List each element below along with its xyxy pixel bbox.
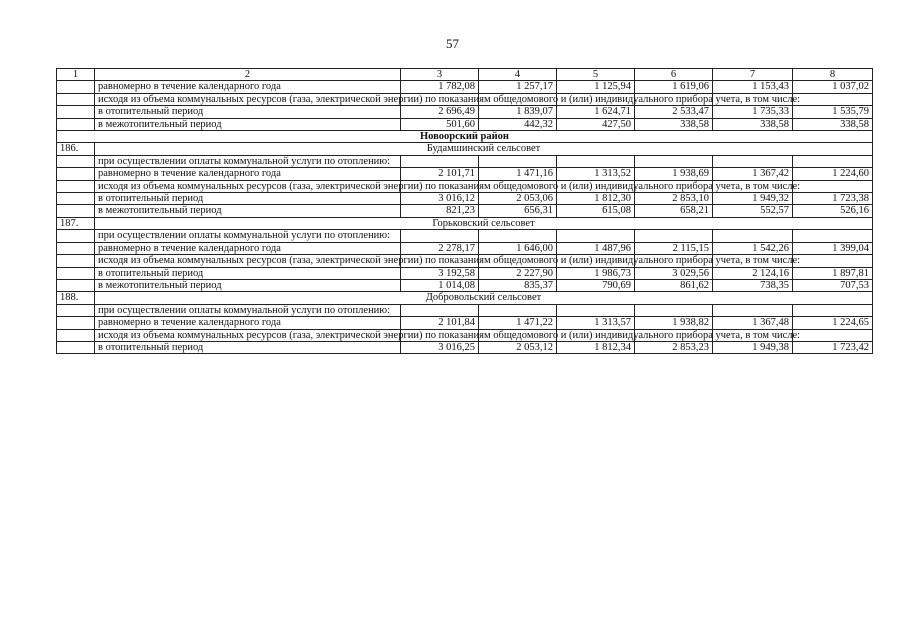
value-cell: 2 124,16 <box>713 267 793 279</box>
value-cell: 2 696,49 <box>401 106 479 118</box>
table-row <box>57 205 873 217</box>
value-cell <box>793 180 873 192</box>
table-row <box>57 106 873 118</box>
value-cell: 1 471,22 <box>479 317 557 329</box>
value-cell: 501,60 <box>401 118 479 130</box>
header-cell: 5 <box>557 69 635 81</box>
value-cell: 2 053,12 <box>479 341 557 353</box>
row-label: при осуществлении оплаты коммунальной услуги по отоплению: <box>95 155 401 167</box>
row-number-cell <box>57 93 95 105</box>
value-cell: 1 619,06 <box>635 81 713 93</box>
value-cell: 1 542,26 <box>713 242 793 254</box>
row-number-cell <box>57 329 95 341</box>
value-cell: 427,50 <box>557 118 635 130</box>
value-cell: 1 257,17 <box>479 81 557 93</box>
value-cell <box>793 93 873 105</box>
value-cell: 1 125,94 <box>557 81 635 93</box>
value-cell: 1 812,34 <box>557 341 635 353</box>
value-cell: 1 646,00 <box>479 242 557 254</box>
table-row <box>57 168 873 180</box>
table-row <box>57 317 873 329</box>
header-cell: 8 <box>793 69 873 81</box>
value-cell <box>713 304 793 316</box>
value-cell: 1 723,38 <box>793 193 873 205</box>
value-cell: 1 812,30 <box>557 193 635 205</box>
value-cell: 1 949,38 <box>713 341 793 353</box>
row-number-cell <box>57 180 95 192</box>
value-cell: 526,16 <box>793 205 873 217</box>
row-label: в отопительный период <box>95 106 401 118</box>
value-cell: 615,08 <box>557 205 635 217</box>
row-label: исходя из объема коммунальных ресурсов (газа, электрической энергии) по показаниям общедомового и (или) индивидуального прибора учета, в том числе: <box>95 180 401 192</box>
table-row <box>57 81 873 93</box>
section-row <box>57 143 873 155</box>
row-label: в межотопительный период <box>95 205 401 217</box>
value-cell: 1 938,82 <box>635 317 713 329</box>
value-cell: 3 029,56 <box>635 267 713 279</box>
value-cell <box>479 304 557 316</box>
value-cell <box>401 304 479 316</box>
header-cell: 2 <box>95 69 401 81</box>
row-label: при осуществлении оплаты коммунальной услуги по отоплению: <box>95 230 401 242</box>
value-cell: 1 014,08 <box>401 279 479 291</box>
value-cell: 658,21 <box>635 205 713 217</box>
row-number-cell <box>57 341 95 353</box>
row-number-cell <box>57 255 95 267</box>
row-label: в отопительный период <box>95 341 401 353</box>
value-cell: 1 949,32 <box>713 193 793 205</box>
value-cell: 2 053,06 <box>479 193 557 205</box>
value-cell: 2 278,17 <box>401 242 479 254</box>
value-cell <box>479 230 557 242</box>
section-number: 186. <box>57 143 95 155</box>
value-cell <box>479 155 557 167</box>
value-cell: 442,32 <box>479 118 557 130</box>
row-label: при осуществлении оплаты коммунальной услуги по отоплению: <box>95 304 401 316</box>
value-cell: 2 533,47 <box>635 106 713 118</box>
value-cell: 1 367,48 <box>713 317 793 329</box>
table-row <box>57 193 873 205</box>
section-title: Добровольский сельсовет <box>95 292 873 304</box>
section-title: Будамшинский сельсовет <box>95 143 873 155</box>
value-cell: 338,58 <box>713 118 793 130</box>
table-row <box>57 93 873 105</box>
row-label: в отопительный период <box>95 193 401 205</box>
value-cell: 835,37 <box>479 279 557 291</box>
value-cell <box>793 255 873 267</box>
value-cell: 1 624,71 <box>557 106 635 118</box>
value-cell <box>635 155 713 167</box>
value-cell: 1 224,60 <box>793 168 873 180</box>
value-cell: 2 101,71 <box>401 168 479 180</box>
region-row <box>57 131 873 143</box>
header-row <box>57 69 873 81</box>
value-cell: 3 016,25 <box>401 341 479 353</box>
value-cell: 338,58 <box>793 118 873 130</box>
row-label: равномерно в течение календарного года <box>95 168 401 180</box>
row-label: равномерно в течение календарного года <box>95 81 401 93</box>
header-cell: 7 <box>713 69 793 81</box>
row-number-cell <box>57 230 95 242</box>
value-cell: 1 839,07 <box>479 106 557 118</box>
row-number-cell <box>57 317 95 329</box>
row-label: исходя из объема коммунальных ресурсов (газа, электрической энергии) по показаниям общедомового и (или) индивидуального прибора учета, в том числе: <box>95 93 401 105</box>
row-label: равномерно в течение календарного года <box>95 317 401 329</box>
value-cell: 2 853,10 <box>635 193 713 205</box>
region-title: Новоорский район <box>57 131 873 143</box>
table-row <box>57 255 873 267</box>
value-cell <box>635 304 713 316</box>
value-cell <box>557 230 635 242</box>
value-cell: 656,31 <box>479 205 557 217</box>
value-cell: 1 986,73 <box>557 267 635 279</box>
header-cell: 3 <box>401 69 479 81</box>
row-label: исходя из объема коммунальных ресурсов (газа, электрической энергии) по показаниям общедомового и (или) индивидуального прибора учета, в том числе: <box>95 255 401 267</box>
page-number: 57 <box>446 36 459 51</box>
table-row <box>57 267 873 279</box>
row-number-cell <box>57 304 95 316</box>
value-cell: 1 313,52 <box>557 168 635 180</box>
value-cell <box>713 155 793 167</box>
value-cell <box>793 155 873 167</box>
value-cell: 821,23 <box>401 205 479 217</box>
value-cell: 1 224,65 <box>793 317 873 329</box>
table-row <box>57 341 873 353</box>
row-number-cell <box>57 193 95 205</box>
value-cell: 1 399,04 <box>793 242 873 254</box>
value-cell: 790,69 <box>557 279 635 291</box>
value-cell <box>557 155 635 167</box>
table-row <box>57 304 873 316</box>
value-cell: 3 016,12 <box>401 193 479 205</box>
value-cell: 2 227,90 <box>479 267 557 279</box>
row-number-cell <box>57 205 95 217</box>
value-cell: 707,53 <box>793 279 873 291</box>
value-cell: 2 853,23 <box>635 341 713 353</box>
table-body <box>57 81 873 354</box>
table-row <box>57 118 873 130</box>
row-number-cell <box>57 168 95 180</box>
row-number-cell <box>57 106 95 118</box>
value-cell <box>713 230 793 242</box>
value-cell: 1 897,81 <box>793 267 873 279</box>
value-cell <box>793 329 873 341</box>
row-number-cell <box>57 242 95 254</box>
table-row <box>57 242 873 254</box>
value-cell: 1 735,33 <box>713 106 793 118</box>
row-number-cell <box>57 118 95 130</box>
value-cell: 2 115,15 <box>635 242 713 254</box>
tariff-table <box>56 68 873 354</box>
value-cell: 738,35 <box>713 279 793 291</box>
section-title: Горьковский сельсовет <box>95 217 873 229</box>
value-cell: 338,58 <box>635 118 713 130</box>
row-label: исходя из объема коммунальных ресурсов (газа, электрической энергии) по показаниям общедомового и (или) индивидуального прибора учета, в том числе: <box>95 329 401 341</box>
header-cell: 1 <box>57 69 95 81</box>
table-row <box>57 279 873 291</box>
value-cell <box>401 155 479 167</box>
value-cell: 1 782,08 <box>401 81 479 93</box>
value-cell: 1 367,42 <box>713 168 793 180</box>
value-cell: 552,57 <box>713 205 793 217</box>
value-cell <box>557 304 635 316</box>
value-cell: 2 101,84 <box>401 317 479 329</box>
row-label: в отопительный период <box>95 267 401 279</box>
value-cell: 861,62 <box>635 279 713 291</box>
value-cell: 1 037,02 <box>793 81 873 93</box>
row-label: равномерно в течение календарного года <box>95 242 401 254</box>
section-number: 188. <box>57 292 95 304</box>
row-number-cell <box>57 81 95 93</box>
value-cell: 1 535,79 <box>793 106 873 118</box>
header-cell: 4 <box>479 69 557 81</box>
table-row <box>57 180 873 192</box>
section-row <box>57 217 873 229</box>
row-number-cell <box>57 267 95 279</box>
section-number: 187. <box>57 217 95 229</box>
row-label: в межотопительный период <box>95 118 401 130</box>
table-row <box>57 230 873 242</box>
value-cell <box>793 230 873 242</box>
table-row <box>57 155 873 167</box>
value-cell: 1 313,57 <box>557 317 635 329</box>
value-cell: 3 192,58 <box>401 267 479 279</box>
section-row <box>57 292 873 304</box>
value-cell: 1 471,16 <box>479 168 557 180</box>
value-cell: 1 938,69 <box>635 168 713 180</box>
table-row <box>57 329 873 341</box>
value-cell: 1 153,43 <box>713 81 793 93</box>
row-label: в межотопительный период <box>95 279 401 291</box>
value-cell <box>635 230 713 242</box>
value-cell <box>793 304 873 316</box>
header-cell: 6 <box>635 69 713 81</box>
value-cell <box>401 230 479 242</box>
row-number-cell <box>57 279 95 291</box>
value-cell: 1 723,42 <box>793 341 873 353</box>
row-number-cell <box>57 155 95 167</box>
value-cell: 1 487,96 <box>557 242 635 254</box>
